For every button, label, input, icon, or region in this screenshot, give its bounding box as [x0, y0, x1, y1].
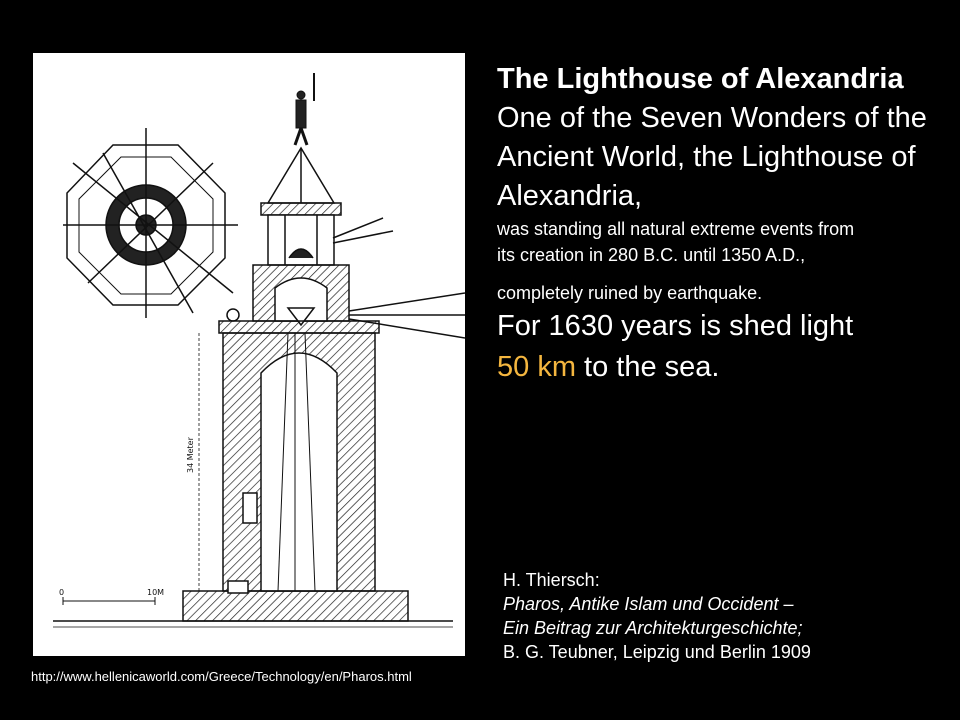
citation	[503, 568, 811, 664]
detail-line-1: was standing all natural extreme events from	[497, 219, 855, 239]
detail-line-3-period: .	[757, 283, 763, 303]
statement-line-2-rest: to the sea	[575, 351, 712, 383]
statement-line-2	[497, 347, 952, 388]
distance-highlight: 50 km	[497, 351, 576, 383]
statement-line-1: For 1630 years is shed light	[497, 310, 854, 342]
slide-title: The Lighthouse of Alexandria	[497, 63, 904, 95]
scale-label-end: 10M	[147, 588, 165, 597]
detail-line-3-text: completely ruined by earthquake	[497, 283, 758, 303]
slide-text	[497, 60, 952, 388]
main-tower	[223, 333, 375, 591]
citation-title-1: Pharos, Antike Islam und Occident –	[503, 594, 794, 614]
slide-subtitle: One of the Seven Wonders of the Ancient World, the Lighthouse of Alexandria,	[497, 102, 927, 212]
lighthouse-drawing	[33, 53, 465, 656]
plan-view-octagon	[63, 128, 238, 318]
citation-title-2: Ein Beitrag zur Architekturgeschichte;	[503, 618, 803, 638]
source-url: http://www.hellenicaworld.com/Greece/Technology/en/Pharos.html	[31, 669, 412, 684]
lighthouse-drawing-image	[33, 53, 465, 656]
scale-bar	[59, 588, 164, 605]
ledge	[219, 321, 379, 333]
scale-label-start: 0	[59, 588, 65, 597]
height-dimension	[186, 333, 199, 591]
citation-publisher: B. G. Teubner, Leipzig und Berlin 1909	[503, 642, 811, 662]
statue	[295, 73, 314, 145]
citation-author: H. Thiersch:	[503, 570, 600, 590]
lantern-tier	[261, 148, 393, 265]
detail-line-2: its creation in 280 B.C. until 1350 A.D.,	[497, 245, 806, 265]
statement-line-2-period: .	[711, 351, 720, 383]
height-label: 34 Meter	[186, 437, 195, 473]
detail-line-3	[497, 280, 952, 306]
